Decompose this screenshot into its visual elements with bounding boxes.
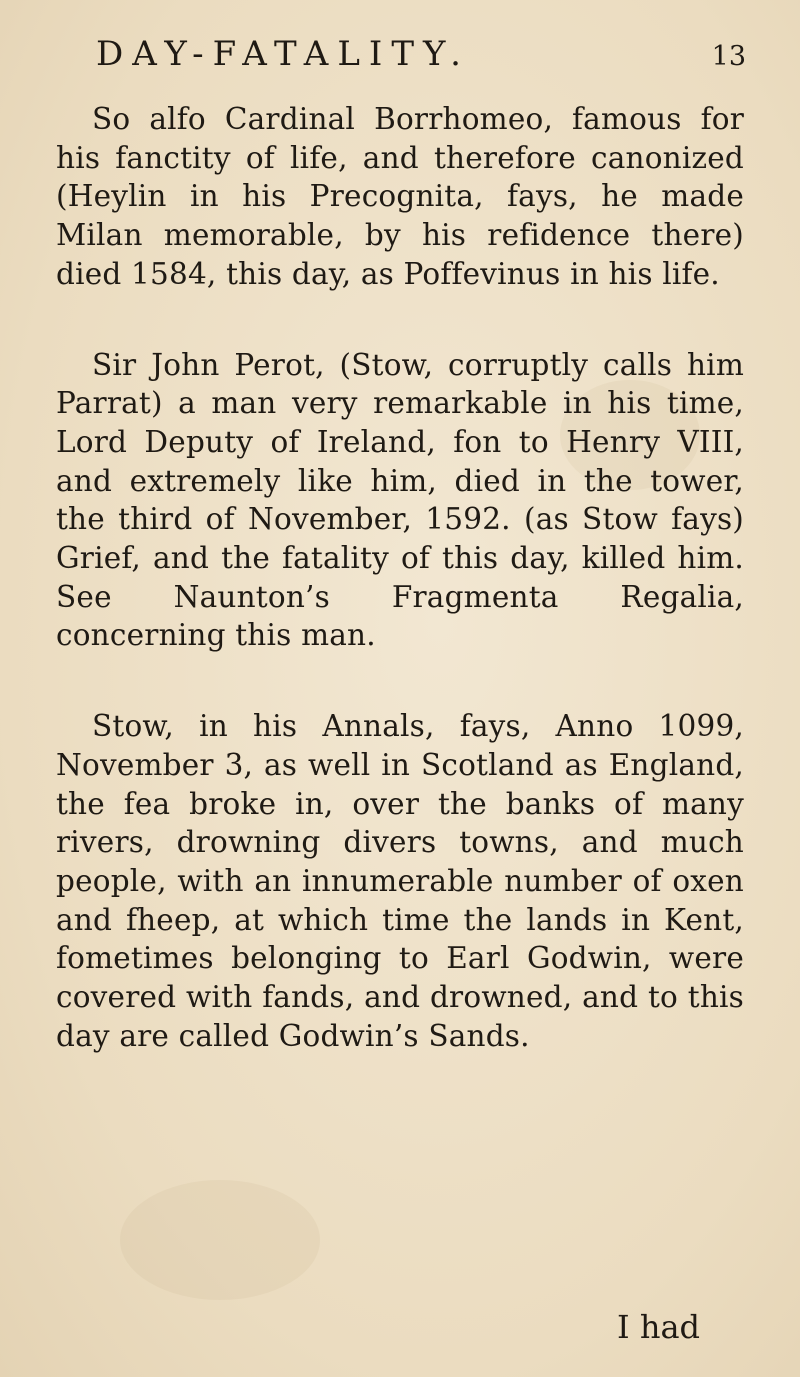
catchword: I had <box>617 1308 700 1346</box>
page-number: 13 <box>711 41 746 72</box>
paragraph-perot: Sir John Perot, (Stow, corruptly calls him Parrat) a man very remarkable in his time, Lord Deputy of Ireland, fon to Henry VIII, and extremely like him, died in the tower, the third of November, 1592. (as Stow fays) Grief, and the fatality of this day, killed him. See Naunton’s Fragmenta Regalia, concerning this man. <box>56 347 744 653</box>
paper-stain <box>120 1180 320 1300</box>
body-text <box>56 100 744 1055</box>
running-title: DAY-FATALITY. <box>96 34 470 74</box>
paragraph-godwin-sands: Stow, in his Annals, fays, Anno 1099, November 3, as well in Scotland as England, the fea broke in, over the banks of many rivers, drowning divers towns, and much people, with an innumerable number of oxen and fheep, at which time the lands in Kent, fometimes belonging to Earl Godwin, were covered with fands, and drowned, and to this day are called Godwin’s Sands. <box>56 709 744 1053</box>
page-header <box>96 34 746 74</box>
paragraph-borrhomeo: So alfo Cardinal Borrhomeo, famous for his fanctity of life, and therefore canonized (Heylin in his Precognita, fays, he made Milan memorable, by his refidence there) died 1584, this day, as Poffevinus in his life. <box>56 102 744 291</box>
